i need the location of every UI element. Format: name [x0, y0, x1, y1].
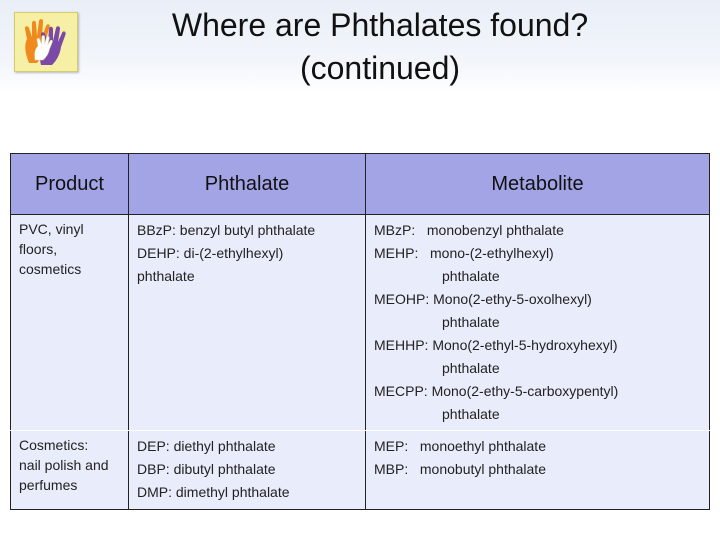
table-row [11, 215, 710, 431]
header-metabolite: Metabolite [366, 154, 710, 215]
cell-product [11, 431, 129, 510]
table-row [11, 431, 710, 510]
cell-phthalate [129, 215, 366, 431]
cell-text: MEP: monoethyl phthalate [374, 438, 546, 454]
cell-text: cosmetics [19, 261, 82, 277]
cell-metabolite [366, 215, 710, 431]
cell-text: MEHHP: Mono(2-ethyl-5-hydroxyhexyl) [374, 337, 618, 353]
cell-text: phthalate [442, 360, 500, 376]
header-phthalate: Phthalate [129, 154, 366, 215]
phthalates-table [10, 153, 710, 510]
cell-text: BBzP: benzyl butyl phthalate [137, 222, 316, 238]
slide-title-line-2: (continued) [299, 50, 461, 86]
cell-text: DMP: dimethyl phthalate [137, 484, 290, 500]
cell-text: MEOHP: Mono(2-ethy-5-oxolhexyl) [374, 291, 592, 307]
cell-text: DEP: diethyl phthalate [137, 438, 276, 454]
cell-text: DEHP: di-(2-ethylhexyl) [137, 245, 284, 261]
header-product: Product [11, 154, 129, 215]
cell-text: MBzP: monobenzyl phthalate [374, 222, 564, 238]
cell-text: perfumes [19, 477, 78, 493]
cell-text: phthalate [442, 268, 500, 284]
cell-text: MEHP: mono-(2-ethylhexyl) [374, 245, 554, 261]
cell-text: PVC, vinyl [19, 221, 84, 237]
cell-text: phthalate [442, 406, 500, 422]
cell-text: nail polish and [19, 457, 109, 473]
cell-text: floors, [19, 241, 58, 257]
cell-metabolite [366, 431, 710, 510]
cell-text: MECPP: Mono(2-ethy-5-carboxypentyl) [374, 383, 619, 399]
slide-title [95, 4, 665, 90]
table-header-row [11, 154, 710, 215]
cell-text: DBP: dibutyl phthalate [137, 461, 276, 477]
cell-phthalate [129, 431, 366, 510]
cell-text: phthalate [442, 314, 500, 330]
hands-logo-icon [14, 12, 78, 72]
cell-text: MBP: monobutyl phthalate [374, 461, 546, 477]
cell-text: phthalate [137, 268, 195, 284]
cell-text: Cosmetics: [19, 437, 89, 453]
cell-product [11, 215, 129, 431]
slide-title-line-1: Where are Phthalates found? [171, 7, 589, 43]
